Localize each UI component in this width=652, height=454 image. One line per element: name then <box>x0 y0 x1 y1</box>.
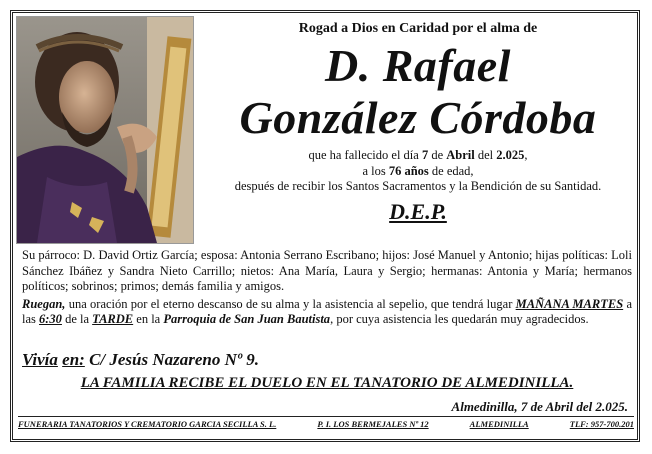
family-receives-line: LA FAMILIA RECIBE EL DUELO EN EL TANATORIO DE ALMEDINILLA. <box>80 375 574 391</box>
dep-heading: D.E.P. <box>389 198 447 224</box>
intro-line: Rogad a Dios en Caridad por el alma de <box>298 21 538 36</box>
ruegan-label: Ruegan, <box>22 296 66 311</box>
funeral-day: MAÑANA MARTES <box>515 296 624 311</box>
deceased-name-surnames: González Córdoba <box>239 92 597 143</box>
death-date-line: que ha fallecido el día 7 de Abril del 2.025, <box>308 148 528 162</box>
funeral-time: 6:30 <box>39 312 62 326</box>
place-date: Almedinilla, 7 de Abril del 2.025. <box>451 399 628 414</box>
age-value: 76 años <box>388 163 429 178</box>
funeral-place: Parroquia de San Juan Bautista <box>163 312 331 326</box>
jesus-nazareno-image <box>16 16 194 244</box>
footer-phone: TLF: 957-700.201 <box>569 419 634 429</box>
family-paragraph: Su párroco: D. David Ortiz García; esposa: Antonia Serrano Escribano; hijos: José Manuel y Antonio; hijas políticas: Loli Sánchez Ibáñez y Sandra Nieto Carrillo; nietos: Ana María, Laura y Sergio; hermanas: Antonia y María; hermanos políticos; sobrinos; primos; demás familia y amigos. <box>22 248 632 293</box>
notice-body <box>22 248 632 328</box>
age-line: a los 76 años de edad, <box>362 163 474 178</box>
footer-address: P. I. LOS BERMEJALES Nº 12 <box>317 419 429 429</box>
footer-town: ALMEDINILLA <box>469 419 529 429</box>
funeral-period: TARDE <box>92 312 134 326</box>
sacraments-line: después de recibir los Santos Sacramentos y la Bendición de su Santidad. <box>234 179 602 193</box>
residence-line <box>22 350 632 370</box>
footer-divider <box>18 416 634 417</box>
death-details <box>198 148 638 195</box>
residence-address: C/ Jesús Nazareno Nº 9. <box>84 350 260 369</box>
vivia-word: Vivía <box>22 350 58 369</box>
death-year: 2.025 <box>496 148 525 162</box>
vivia-en: en: <box>62 350 85 369</box>
death-month: Abril <box>446 148 475 162</box>
funeral-home-footer <box>18 419 634 430</box>
ruegan-paragraph: Ruegan, una oración por el eterno descanso de su alma y la asistencia al sepelio, que tendrá lugar MAÑANA MARTES a las 6:30 de la TARDE en la Parroquia de San Juan Bautista, por cuya asistencia les quedarán muy agradecidos. <box>22 296 632 326</box>
footer-company: FUNERARIA TANATORIOS Y CREMATORIO GARCIA SECILLA S. L. <box>18 419 277 429</box>
notice-header <box>198 20 638 225</box>
death-day: 7 <box>421 148 429 162</box>
deceased-name-first: D. Rafael <box>325 40 511 91</box>
